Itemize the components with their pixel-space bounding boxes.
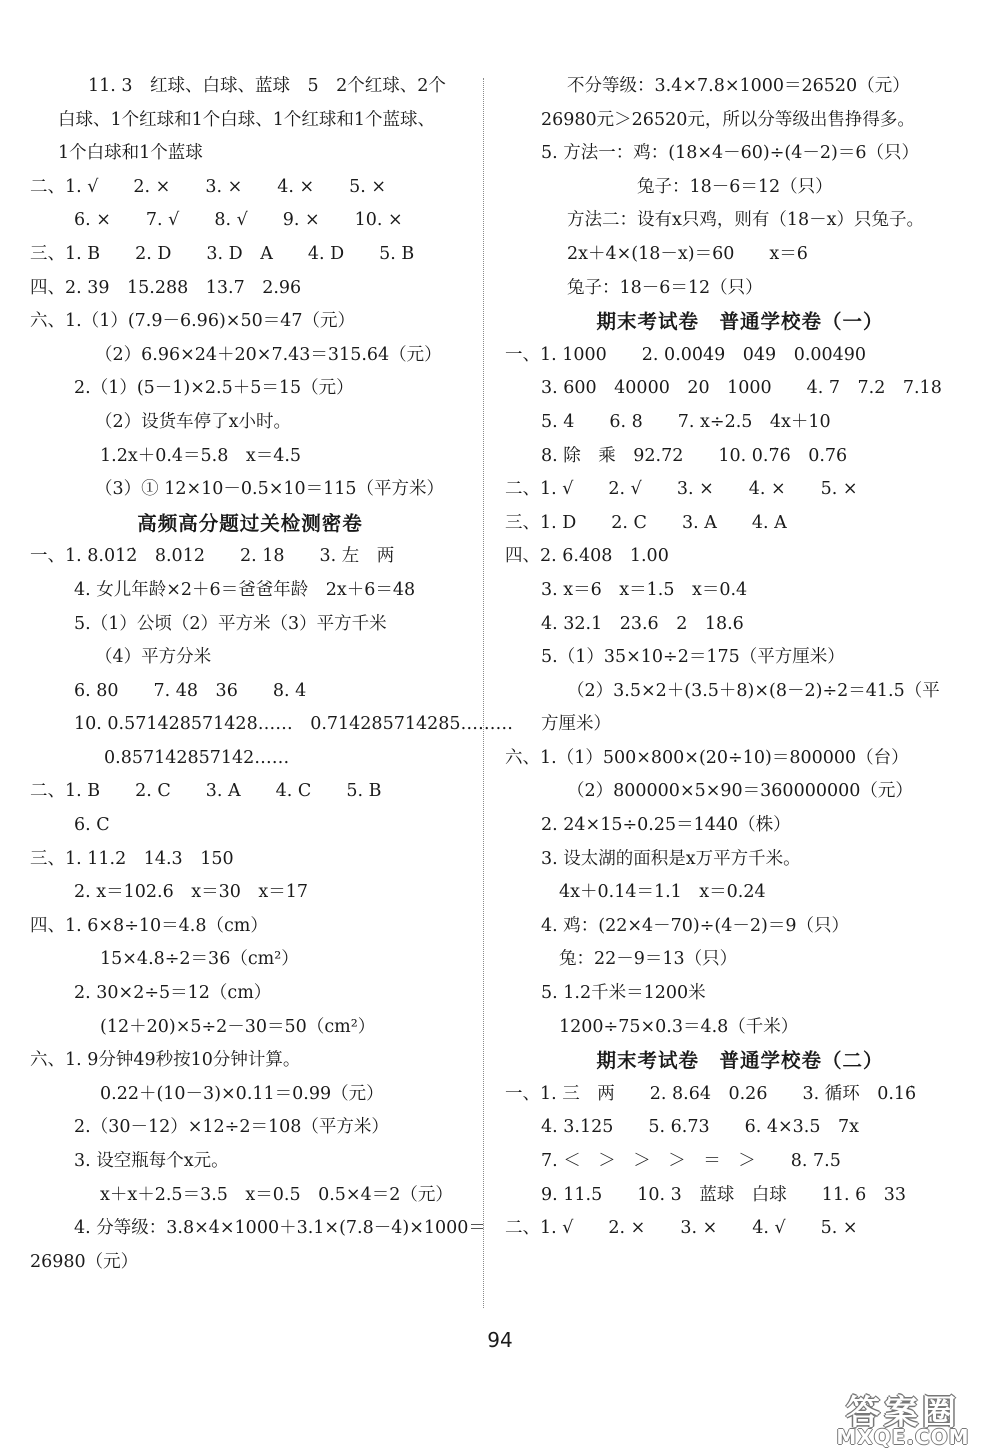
answer-line: 2. x＝102.6 x＝30 x＝17 [74,882,309,903]
answer-line: 方厘米） [541,714,611,735]
answer-line: （2）设货车停了x小时。 [95,411,292,432]
answer-line: 5.（1）35×10÷2＝175（平方厘米） [541,647,845,668]
answer-line: 15×4.8÷2＝36（cm²） [100,949,299,970]
answer-line: 白球、1个红球和1个白球、1个红球和1个蓝球、 [58,109,436,130]
answer-line: （2）6.96×24＋20×7.43＝315.64（元） [95,344,442,365]
answer-line: 三、1. 11.2 14.3 150 [30,848,234,869]
answer-line: 2. 24×15÷0.25＝1440（株） [541,815,791,836]
column-divider [483,78,484,1308]
answer-line: 2. 30×2÷5＝12（cm） [74,983,272,1004]
answer-line: 8. 除 乘 92.72 10. 0.7̇6̇ 0.76 [541,445,848,466]
answer-line: 4. 3.125 5. 6.73 6. 4×3.5 7x [541,1117,859,1138]
answer-line: 5. 4 6. 8 7. x÷2.5 4x＋10 [541,411,831,432]
answer-line: 6. × 7. √ 8. √ 9. × 10. × [74,210,403,231]
answer-line: 不分等级：3.4×7.8×1000＝26520（元） [567,76,910,96]
watermark-mark: 答案圈 [846,1393,960,1433]
answer-line: （4）平方分米 [95,647,212,668]
answer-line: 9. 11.5 10. 3 蓝球 白球 11. 6 33 [541,1184,907,1205]
watermark-site: MXQE.COM [836,1425,970,1449]
answer-line: 26980元＞26520元，所以分等级出售挣得多。 [541,109,915,130]
answer-line: 4. 分等级：3.8×4×1000＋3.1×(7.8－4)×1000＝ [74,1218,486,1239]
answer-line: 兔：22－9＝13（只） [559,949,738,970]
answer-line: 一、1. 8.012̇ 8.012 2. 18 3. 左 两 [30,546,395,567]
answer-line: 4. 32.1 23.6 2 18.6 [541,613,744,634]
answer-line: 3. 600 40000 20 1000 4. 7 7.2 7.18 [541,378,942,399]
answer-line: 0.22＋(10－3)×0.11＝0.99（元） [100,1083,384,1104]
answer-line: 二、1. √ 2. × 3. × 4. √ 5. × [505,1218,858,1239]
answer-line: 1.2x＋0.4＝5.8 x＝4.5 [100,445,302,466]
page-number: 94 [487,1328,513,1352]
answer-line: 兔子：18－6＝12（只） [637,176,833,197]
answer-line: 2x＋4×(18－x)＝60 x＝6 [567,243,808,264]
section-heading: 期末考试卷 普通学校卷（二） [596,1049,884,1073]
right-column [505,70,975,1246]
answer-line: （2）3.5×2＋(3.5＋8)×(8－2)÷2＝41.5（平 [567,680,940,701]
answer-line: 二、1. √ 2. √ 3. × 4. × 5. × [505,479,858,500]
answer-line: 2.（30－12）×12÷2＝108（平方米） [74,1117,389,1138]
section-heading: 高频高分题过关检测密卷 [137,511,363,535]
answer-line: 4. 女儿年龄×2＋6＝爸爸年龄 2x＋6＝48 [74,579,416,600]
answer-line: 三、1. B 2. D 3. D A 4. D 5. B [30,243,415,264]
answer-line: 11. 3 红球、白球、蓝球 5 2个红球、2个 [88,76,446,96]
answer-line: 5. 1.2千米＝1200米 [541,983,706,1004]
answer-line: 5.（1）公顷（2）平方米（3）平方千米 [74,613,387,634]
answer-line: 10. 0.571428571428…… 0.714285714285……… [74,714,514,735]
answer-line: 3. 设空瓶每个x元。 [74,1151,229,1171]
answer-line: 4x＋0.14＝1.1 x＝0.24 [559,882,766,903]
section-heading: 期末考试卷 普通学校卷（一） [596,310,884,334]
answer-line: 3. 设太湖的面积是x万平方千米。 [541,848,801,869]
answer-line: 四、2. 39 15.288 13.7 2.96 [30,277,302,298]
answer-line: （2）800000×5×90＝360000000（元） [567,781,913,802]
answer-line: 六、1. 9分钟49秒按10分钟计算。 [30,1050,301,1071]
answer-line: 三、1. D 2. C 3. A 4. A [505,512,787,533]
answer-line: 六、1.（1）500×800×(20÷10)＝800000（台） [505,747,909,768]
answer-line: 六、1.（1）(7.9－6.96)×50＝47（元） [30,311,355,332]
answer-line: x＋x＋2.5＝3.5 x＝0.5 0.5×4＝2（元） [100,1184,453,1205]
answer-line: 一、1. 1000 2. 0.00̇49 049 0.00490 [505,344,867,365]
answer-line: 4. 鸡：(22×4－70)÷(4－2)＝9（只） [541,915,849,936]
answer-line: 3. x＝6 x＝1.5 x＝0.4 [541,579,748,600]
answer-line: 兔子：18－6＝12（只） [567,277,763,298]
answer-line: (12＋20)×5÷2－30＝50（cm²） [100,1016,376,1037]
answer-line: 6. 80 7. 48 36 8. 4 [74,680,307,701]
answer-line: 1个白球和1个蓝球 [58,143,203,164]
watermark-logo [818,1385,988,1447]
answer-line: （3）① 12×10－0.5×10＝115（平方米） [95,479,445,500]
answer-line: 二、1. √ 2. × 3. × 4. × 5. × [30,176,387,197]
answer-line: 四、1. 6×8÷10＝4.8（cm） [30,915,268,936]
answer-line: 四、2. 6.408 1.00 [505,546,669,567]
answer-line: 6. C [74,815,110,836]
answer-line: 0.857142857142…… [104,747,290,768]
answer-line: 5. 方法一：鸡：(18×4－60)÷(4－2)＝6（只） [541,143,919,164]
answer-line: 1200÷75×0.3＝4.8（千米） [559,1016,799,1037]
answer-line: 一、1. 三 两 2. 8.64 0.26 3. 循环 0.16̇ [505,1083,917,1104]
left-column [30,70,514,1279]
answer-line: 二、1. B 2. C 3. A 4. C 5. B [30,781,382,802]
answer-line: 方法二：设有x只鸡，则有（18－x）只兔子。 [567,210,925,231]
answer-line: 2.（1）(5－1)×2.5＋5＝15（元） [74,378,354,399]
answer-line: 7. ＜ ＞ ＞ ＞ ＝ ＞ 8. 7.5 [541,1151,841,1171]
answer-line: 26980（元） [30,1251,139,1272]
